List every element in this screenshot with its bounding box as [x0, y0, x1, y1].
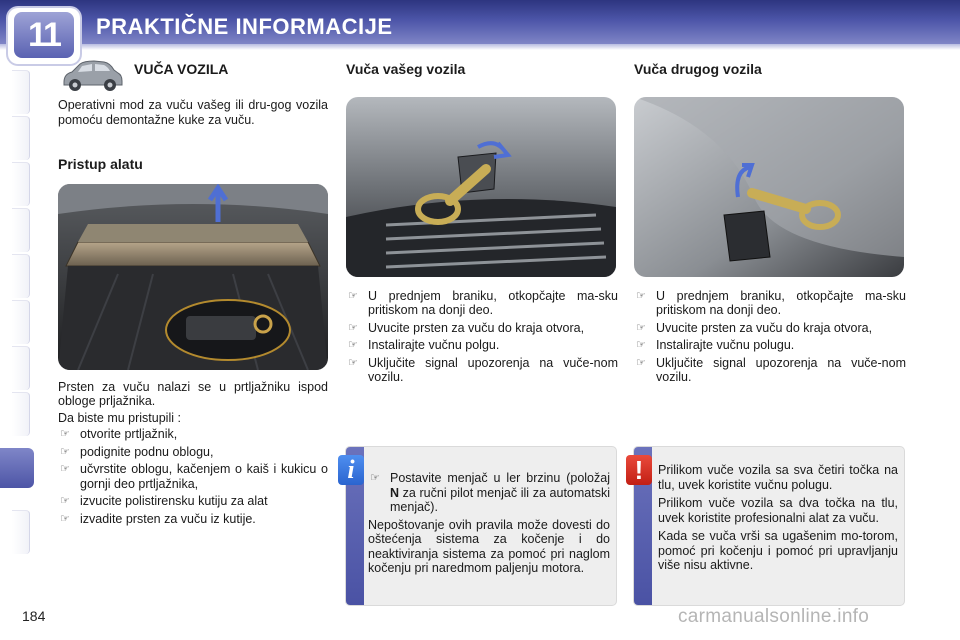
watermark: carmanualsonline.info	[678, 606, 870, 627]
pointer-hand-icon: ☞	[60, 463, 70, 475]
list-item: ☞ izvucite polistirensku kutiju za alat	[60, 494, 268, 508]
list-item: ☞ Uvucite prsten za vuču do kraja otvora,	[636, 320, 873, 335]
list-item: ☞ Instalirajte vučnu polgu.	[348, 338, 500, 352]
chapter-tab[interactable]	[12, 392, 30, 436]
chapter-tab[interactable]	[12, 116, 30, 160]
photo-front-bumper	[346, 97, 616, 277]
gear-position-label: N	[390, 485, 400, 500]
pointer-hand-icon: ☞	[370, 472, 380, 484]
chapter-number: 11	[14, 12, 74, 58]
pointer-hand-icon: ☞	[60, 428, 70, 440]
list-item: ☞ Instalirajte vučnu polugu.	[636, 338, 795, 352]
info-icon: i	[338, 455, 364, 485]
page-number: 184	[22, 608, 46, 624]
list-item: ☞ otvorite prtljažnik,	[60, 427, 178, 441]
chapter-tab-active[interactable]	[0, 448, 34, 488]
list-item: ☞ Postavite menjač u ler brzinu (položaj N za ručni pilot menjač ili za automatski menjač).	[370, 471, 610, 514]
tool-location-text: Prsten za vuču nalazi se u prtljažniku ispod obloge prljažnika.	[58, 379, 328, 408]
chapter-tab[interactable]	[12, 346, 30, 390]
list-item: ☞ U prednjem braniku, otkopčajte ma-sku pritiskom na donji deo.	[636, 288, 906, 317]
chapter-tab[interactable]	[12, 162, 30, 206]
tool-access-intro: Da biste mu pristupili :	[58, 410, 181, 425]
tool-access-steps	[58, 427, 328, 526]
pointer-hand-icon: ☞	[348, 356, 358, 369]
chapter-tab[interactable]	[12, 254, 30, 298]
list-item: ☞ izvadite prsten za vuču iz kutije.	[60, 511, 256, 526]
rear-bumper-illustration	[634, 97, 904, 277]
chapter-tab[interactable]	[12, 70, 30, 114]
right-column	[634, 58, 906, 388]
subtitle-tool-access: Pristup alatu	[58, 156, 143, 172]
towing-your-vehicle-steps	[346, 289, 618, 385]
info-callout	[346, 447, 616, 605]
front-bumper-illustration	[346, 97, 616, 277]
pointer-hand-icon: ☞	[348, 289, 358, 302]
chapter-tab[interactable]	[12, 510, 30, 554]
title-towing-other-vehicle: Vuča drugog vozila	[634, 61, 762, 77]
pointer-hand-icon: ☞	[636, 356, 646, 369]
warning-icon: !	[626, 455, 652, 485]
chapter-tab[interactable]	[12, 208, 30, 252]
list-item: ☞ podignite podnu oblogu,	[60, 444, 214, 459]
warning-callout	[634, 447, 904, 605]
pointer-hand-icon: ☞	[60, 445, 70, 458]
pointer-hand-icon: ☞	[636, 321, 646, 334]
list-item: ☞ Uključite signal upozorenja na vuče-nom vozilu.	[348, 355, 618, 384]
towing-other-vehicle-steps	[634, 289, 906, 385]
middle-column	[346, 58, 618, 388]
info-callout-body: Nepoštovanje ovih pravila može dovesti do oštećenja sistema za kočenje i do neaktiviranja sistema za pomoć pri naglom kočenju pri naredmom paljenju motora.	[368, 517, 610, 575]
warning-paragraph: Prilikom vuče vozila sa dva točka na tlu, uvek koristite profesionalni alat za vuču.	[658, 496, 898, 525]
car-icon	[58, 58, 124, 94]
chapter-tabs	[0, 70, 30, 580]
main-title: VUČA VOZILA	[134, 61, 229, 77]
warning-paragraph: Prilikom vuče vozila sa sva četiri točka na tlu, uvek koristite vučnu polugu.	[658, 463, 898, 492]
list-item: ☞ Uvucite prsten za vuču do kraja otvora,	[348, 320, 585, 335]
left-column	[58, 58, 328, 529]
photo-trunk	[58, 184, 328, 370]
pointer-hand-icon: ☞	[636, 289, 646, 302]
pointer-hand-icon: ☞	[348, 339, 358, 351]
chapter-tab[interactable]	[12, 300, 30, 344]
intro-text: Operativni mod za vuču vašeg ili dru-gog vozila pomoću demontažne kuke za vuču.	[58, 98, 328, 127]
warning-paragraph: Kada se vuča vrši sa ugašenim mo-torom, pomoć pri kočenju i pomoć pri upravljanju više nisu aktivne.	[658, 529, 898, 572]
list-item: ☞ učvrstite oblogu, kačenjem o kaiš i kukicu o gornji deo prtljažnika,	[60, 462, 328, 491]
pointer-hand-icon: ☞	[60, 512, 70, 525]
info-callout-list	[368, 471, 610, 515]
pointer-hand-icon: ☞	[60, 495, 70, 507]
page-title: PRAKTIČNE INFORMACIJE	[96, 14, 393, 39]
intro-row	[58, 58, 328, 98]
pointer-hand-icon: ☞	[348, 321, 358, 334]
list-item: ☞ U prednjem braniku, otkopčajte ma-sku pritiskom na donji deo.	[348, 288, 618, 317]
pointer-hand-icon: ☞	[636, 339, 646, 351]
title-towing-your-vehicle: Vuča vašeg vozila	[346, 61, 466, 77]
header-divider	[0, 44, 960, 50]
info-callout-text	[368, 471, 610, 580]
photo-rear-bumper	[634, 97, 904, 277]
trunk-illustration	[58, 184, 328, 370]
warning-callout-text	[658, 463, 898, 577]
list-item: ☞ Uključite signal upozorenja na vuče-nom vozilu.	[636, 355, 906, 384]
